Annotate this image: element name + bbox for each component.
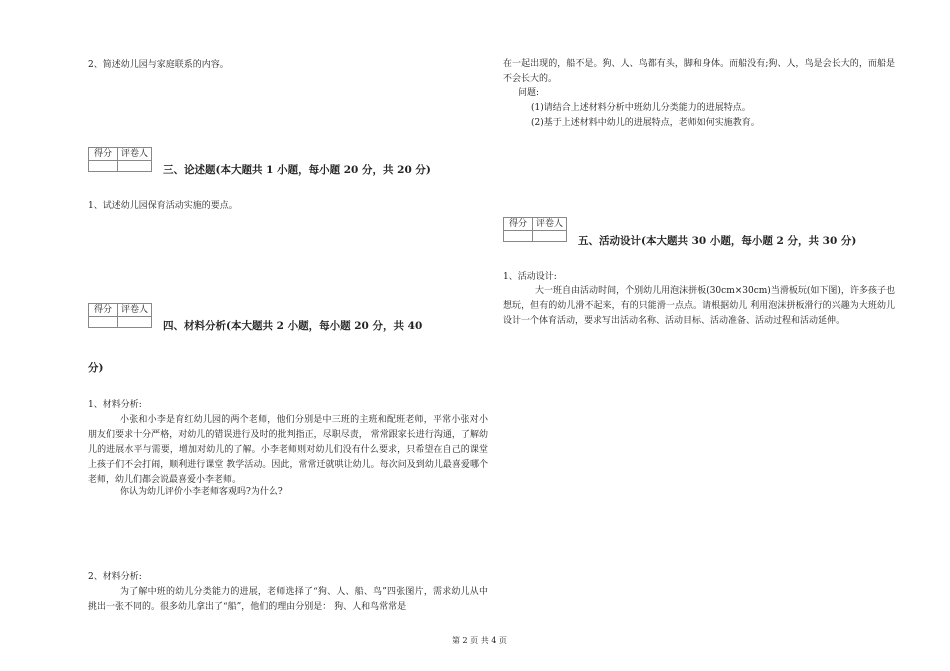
sub-question: (2)基于上述材料中幼儿的进展特点，老师如何实施教育。 <box>531 118 760 128</box>
section-title-continued: 分) <box>88 362 104 374</box>
material-label: 2、材料分析: <box>88 572 142 582</box>
section-title: 四、材料分析(本大题共 2 小题，每小题 20 分，共 40 <box>163 320 423 332</box>
reviewer-cell <box>118 161 152 172</box>
reviewer-label: 评卷人 <box>533 218 567 231</box>
question-text: 2、简述幼儿园与家庭联系的内容。 <box>88 60 229 70</box>
reviewer-cell <box>118 317 152 328</box>
score-cell <box>89 161 118 172</box>
score-cell <box>89 317 118 328</box>
score-label: 得分 <box>89 304 118 317</box>
activity-label: 1、活动设计: <box>503 272 557 282</box>
question-label: 问题: <box>518 88 540 98</box>
score-table <box>88 303 152 328</box>
reviewer-label: 评卷人 <box>118 304 152 317</box>
material-paragraph-continued: 在一起出现的，船不是。狗、人、鸟都有头，脚和身体。而船没有;狗、人，鸟是会长大的，而船是不会长大的。 <box>503 59 895 84</box>
material-question: 你认为幼儿评价小李老师客观吗?为什么? <box>120 487 283 497</box>
sub-question: (1)请结合上述材料分析中班幼儿分类能力的进展特点。 <box>531 103 751 113</box>
activity-paragraph: 大一班自由活动时间，个别幼儿用泡沫拼板(30cm×30cm)当滑板玩(如下图)，许多孩子也想玩，但有的幼儿滑不起来，有的只能滑一点点。请根据幼儿 利用泡沫拼板滑行的兴趣为大班幼儿设计一个体育活动，要求写出活动名称、活动目标、活动准备、活动过程和活动延伸。 <box>503 286 895 326</box>
material-paragraph: 为了解中班的幼儿分类能力的进展，老师选择了“狗、人、船、鸟”四张图片，需求幼儿从中挑出一张不同的。很多幼儿拿出了“船”，他们的理由分别是： 狗、人和鸟常常是 <box>88 587 488 612</box>
reviewer-cell <box>533 231 567 242</box>
material-label: 1、材料分析: <box>88 400 142 410</box>
score-label: 得分 <box>504 218 533 231</box>
section-title: 五、活动设计(本大题共 30 小题，每小题 2 分，共 30 分) <box>578 235 857 247</box>
score-label: 得分 <box>89 148 118 161</box>
question-text: 1、试述幼儿园保育活动实施的要点。 <box>88 201 238 211</box>
section-title: 三、论述题(本大题共 1 小题，每小题 20 分，共 20 分) <box>163 164 431 176</box>
score-table <box>88 147 152 172</box>
score-table <box>503 217 567 242</box>
score-cell <box>504 231 533 242</box>
material-paragraph: 小张和小李是育红幼儿园的两个老师，他们分别是中三班的主班和配班老师，平常小张对小朋友们要求十分严格，对幼儿的错误进行及时的批判指正，尽职尽责， 常常跟家长进行沟通，了解幼儿的进展水平与需要，增加对幼儿的了解。小李老师则对幼儿们没有什么要求，只希望在自己的课堂上孩子们不会打闹，顺利进行课堂 教学活动。因此，常常迁就哄让幼儿。每次问及到幼儿最喜爱哪个老师，幼儿们都会说最喜爱小李老师。 <box>88 415 488 485</box>
reviewer-label: 评卷人 <box>118 148 152 161</box>
page-footer: 第 2 页 共 4 页 <box>452 636 507 645</box>
